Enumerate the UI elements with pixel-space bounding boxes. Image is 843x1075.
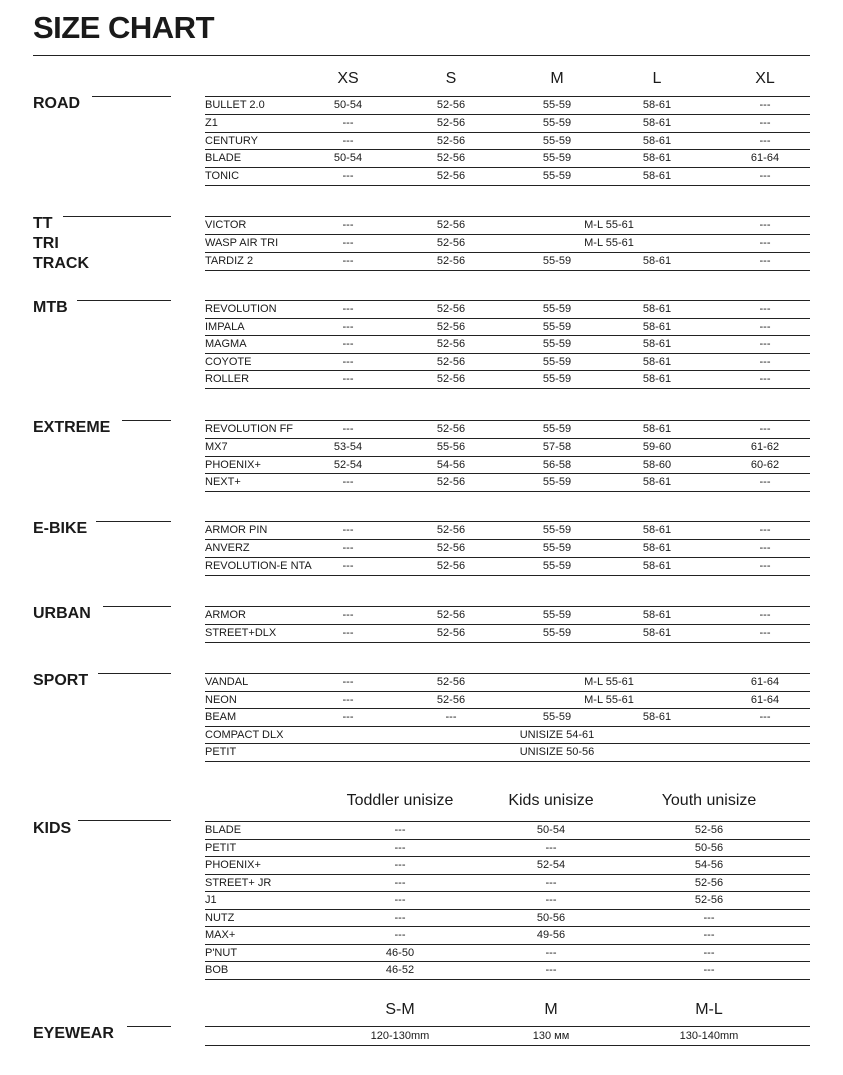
size-xl: ---: [759, 338, 771, 351]
size-l: 59-60: [642, 440, 672, 453]
size-l: 58-60: [642, 458, 672, 471]
model-name: BLADE: [205, 152, 242, 165]
size-toddler: ---: [394, 894, 406, 906]
category-label: E-BIKE: [33, 520, 88, 537]
size-xl: ---: [759, 711, 771, 723]
model-name: REVOLUTION FF: [205, 423, 294, 435]
table-rule: [205, 642, 810, 643]
size-s: 52-56: [436, 219, 466, 231]
model-name: COMPACT DLX: [205, 728, 284, 741]
unisize-value: UNISIZE 54-61: [519, 728, 595, 741]
size-youth: 52-56: [694, 894, 724, 906]
size-l: 58-61: [642, 373, 672, 386]
table-rule: [205, 252, 810, 253]
size-kids: 49-56: [536, 929, 566, 941]
model-name: STREET+ JR: [205, 876, 272, 889]
model-name: PETIT: [205, 841, 237, 854]
category-label: EYEWEAR: [33, 1025, 114, 1042]
size-l: 58-61: [642, 320, 672, 333]
size-toddler: 46-50: [385, 946, 415, 959]
table-rule: [205, 132, 810, 133]
size-m-l: M-L 55-61: [584, 676, 634, 688]
model-name: NUTZ: [205, 911, 235, 924]
size-m: 55-59: [542, 373, 572, 386]
table-rule: [205, 708, 810, 709]
size-xl: 61-64: [750, 152, 780, 165]
category-underline: [96, 521, 171, 522]
size-s: 52-56: [436, 303, 466, 315]
size-m: 55-59: [542, 255, 572, 267]
model-name: TONIC: [205, 170, 240, 183]
size-l: 58-61: [642, 627, 672, 639]
size-header-l: L: [652, 70, 662, 87]
table-rule: [205, 1045, 810, 1046]
size-l: 58-61: [642, 476, 672, 489]
category-underline: [98, 673, 171, 674]
size-xl: ---: [759, 116, 771, 129]
size-youth: ---: [703, 964, 715, 976]
table-rule: [205, 491, 810, 492]
size-s: 52-56: [436, 134, 466, 147]
table-rule: [205, 388, 810, 389]
size-xl: ---: [759, 355, 771, 368]
size-m: 55-59: [542, 627, 572, 639]
table-rule: [205, 743, 810, 744]
size-xs: ---: [342, 134, 354, 147]
size-youth: ---: [703, 946, 715, 959]
category-underline: [127, 1026, 171, 1027]
table-rule: [205, 114, 810, 115]
eyewear-size: 120-130mm: [370, 1030, 430, 1042]
size-xl: ---: [759, 423, 771, 435]
size-youth: 52-56: [694, 824, 724, 836]
size-s: 55-56: [436, 440, 466, 453]
size-xl: ---: [759, 134, 771, 147]
size-xs: ---: [342, 711, 354, 723]
size-xs: ---: [342, 338, 354, 351]
table-rule: [205, 167, 810, 168]
size-m: 55-59: [542, 170, 572, 183]
table-rule: [205, 891, 810, 892]
table-rule: [205, 909, 810, 910]
page-title: SIZE CHART: [33, 10, 214, 45]
size-xs: ---: [342, 219, 354, 231]
model-name: MAGMA: [205, 338, 247, 351]
size-xl: ---: [759, 560, 771, 572]
size-s: 54-56: [436, 458, 466, 471]
size-xl: ---: [759, 255, 771, 267]
table-rule: [205, 839, 810, 840]
size-s: 52-56: [436, 676, 466, 688]
size-m: 55-59: [542, 524, 572, 536]
size-s: ---: [445, 711, 457, 723]
model-name: MAX+: [205, 929, 236, 941]
model-name: VICTOR: [205, 219, 247, 231]
size-m: 55-59: [542, 711, 572, 723]
category-label: KIDS: [33, 820, 72, 837]
size-s: 52-56: [436, 152, 466, 165]
table-rule: [205, 575, 810, 576]
size-xs: ---: [342, 560, 354, 572]
table-rule: [205, 234, 810, 235]
model-name: P'NUT: [205, 946, 238, 959]
model-name: BEAM: [205, 711, 237, 723]
size-m-l: M-L 55-61: [584, 219, 634, 231]
model-name: PETIT: [205, 746, 237, 758]
category-underline: [77, 300, 171, 301]
kids-header: Youth unisize: [661, 792, 757, 809]
size-s: 52-56: [436, 116, 466, 129]
size-xl: ---: [759, 373, 771, 386]
size-l: 58-61: [642, 170, 672, 183]
model-name: VANDAL: [205, 676, 249, 688]
category-underline: [78, 820, 171, 821]
eyewear-header: S-M: [385, 1001, 415, 1018]
size-m: 55-59: [542, 320, 572, 333]
size-xs: ---: [342, 116, 354, 129]
size-m: 55-59: [542, 152, 572, 165]
size-s: 52-56: [436, 542, 466, 554]
model-name: PHOENIX+: [205, 458, 261, 471]
size-l: 58-61: [642, 609, 672, 621]
table-rule: [205, 270, 810, 271]
model-name: ANVERZ: [205, 542, 250, 554]
table-rule: [205, 149, 810, 150]
size-m: 55-59: [542, 116, 572, 129]
size-s: 52-56: [436, 627, 466, 639]
table-rule: [205, 944, 810, 945]
size-xl: ---: [759, 627, 771, 639]
size-xl: ---: [759, 542, 771, 554]
size-s: 52-56: [436, 423, 466, 435]
size-m: 55-59: [542, 423, 572, 435]
model-name: ARMOR PIN: [205, 524, 268, 536]
size-m: 55-59: [542, 542, 572, 554]
table-rule: [205, 353, 810, 354]
model-name: REVOLUTION: [205, 303, 277, 315]
table-rule: [205, 456, 810, 457]
eyewear-size: 130-140mm: [679, 1030, 739, 1042]
size-s: 52-56: [436, 355, 466, 368]
size-m: 56-58: [542, 458, 572, 471]
size-s: 52-56: [436, 373, 466, 386]
model-name: IMPALA: [205, 320, 245, 333]
table-rule: [205, 761, 810, 762]
category-label: URBAN: [33, 605, 91, 622]
size-xs: ---: [342, 320, 354, 333]
table-rule: [205, 438, 810, 439]
table-rule: [205, 726, 810, 727]
size-m: 57-58: [542, 440, 572, 453]
size-toddler: ---: [394, 929, 406, 941]
size-toddler: ---: [394, 911, 406, 924]
size-xl: ---: [759, 524, 771, 536]
model-name: BOB: [205, 964, 229, 976]
size-m: 55-59: [542, 355, 572, 368]
size-s: 52-56: [436, 237, 466, 249]
size-kids: 50-54: [536, 824, 566, 836]
size-xl: ---: [759, 476, 771, 489]
size-s: 52-56: [436, 255, 466, 267]
size-xs: ---: [342, 627, 354, 639]
table-rule: [205, 539, 810, 540]
model-name: ARMOR: [205, 609, 246, 621]
unisize-value: UNISIZE 50-56: [519, 746, 595, 758]
size-l: 58-61: [642, 542, 672, 554]
size-youth: ---: [703, 929, 715, 941]
table-rule: [205, 473, 810, 474]
size-m: 55-59: [542, 338, 572, 351]
size-xs: ---: [342, 476, 354, 489]
size-xs: ---: [342, 255, 354, 267]
size-xs: ---: [342, 676, 354, 688]
size-m: 55-59: [542, 134, 572, 147]
size-kids: ---: [545, 946, 557, 959]
model-name: PHOENIX+: [205, 859, 261, 871]
model-name: REVOLUTION-E NTA: [205, 560, 312, 572]
size-l: 58-61: [642, 255, 672, 267]
model-name: MX7: [205, 440, 228, 453]
size-xs: 50-54: [333, 152, 363, 165]
table-rule: [205, 96, 810, 97]
table-rule: [205, 961, 810, 962]
title-divider: [33, 55, 810, 56]
size-l: 58-61: [642, 560, 672, 572]
size-xs: ---: [342, 423, 354, 435]
size-xl: ---: [759, 219, 771, 231]
size-m: 55-59: [542, 303, 572, 315]
size-header-xl: XL: [755, 70, 775, 87]
size-xs: ---: [342, 170, 354, 183]
model-name: CENTURY: [205, 134, 258, 147]
size-xs: ---: [342, 355, 354, 368]
size-s: 52-56: [436, 99, 466, 111]
size-header-xs: XS: [337, 70, 359, 87]
eyewear-size: 130 мм: [532, 1030, 570, 1042]
size-m: 55-59: [542, 99, 572, 111]
size-s: 52-56: [436, 170, 466, 183]
size-kids: ---: [545, 841, 557, 854]
model-name: NEON: [205, 693, 237, 706]
model-name: BULLET 2.0: [205, 99, 265, 111]
size-xl: ---: [759, 237, 771, 249]
category-underline: [92, 96, 171, 97]
size-toddler: ---: [394, 876, 406, 889]
size-xs: ---: [342, 693, 354, 706]
model-name: Z1: [205, 116, 218, 129]
model-name: BLADE: [205, 824, 242, 836]
size-xl: 61-64: [750, 676, 780, 688]
category-label: MTB: [33, 299, 68, 316]
size-toddler: ---: [394, 824, 406, 836]
table-rule: [205, 318, 810, 319]
table-rule: [205, 300, 810, 301]
category-underline: [122, 420, 171, 421]
table-rule: [205, 691, 810, 692]
size-xs: ---: [342, 303, 354, 315]
size-s: 52-56: [436, 609, 466, 621]
size-xs: 53-54: [333, 440, 363, 453]
size-kids: 52-54: [536, 859, 566, 871]
size-toddler: ---: [394, 859, 406, 871]
size-xl: 61-64: [750, 693, 780, 706]
size-xs: 50-54: [333, 99, 363, 111]
table-rule: [205, 926, 810, 927]
size-m: 55-59: [542, 476, 572, 489]
size-m: 55-59: [542, 609, 572, 621]
size-l: 58-61: [642, 524, 672, 536]
model-name: TARDIZ 2: [205, 255, 254, 267]
table-rule: [205, 216, 810, 217]
category-label: ROAD: [33, 95, 81, 112]
category-underline: [103, 606, 171, 607]
model-name: NEXT+: [205, 476, 241, 489]
size-l: 58-61: [642, 303, 672, 315]
size-toddler: 46-52: [385, 964, 415, 976]
eyewear-header: M-L: [695, 1001, 723, 1018]
model-name: COYOTE: [205, 355, 252, 368]
size-xs: 52-54: [333, 458, 363, 471]
size-youth: 50-56: [694, 841, 724, 854]
table-rule: [205, 856, 810, 857]
table-rule: [205, 606, 810, 607]
table-rule: [205, 420, 810, 421]
size-toddler: ---: [394, 841, 406, 854]
size-xl: ---: [759, 170, 771, 183]
size-l: 58-61: [642, 99, 672, 111]
table-rule: [205, 557, 810, 558]
size-s: 52-56: [436, 338, 466, 351]
size-xs: ---: [342, 542, 354, 554]
table-rule: [205, 874, 810, 875]
size-xl: ---: [759, 320, 771, 333]
size-l: 58-61: [642, 116, 672, 129]
size-s: 52-56: [436, 476, 466, 489]
model-name: ROLLER: [205, 373, 250, 386]
table-rule: [205, 624, 810, 625]
size-l: 58-61: [642, 711, 672, 723]
category-label: SPORT: [33, 672, 89, 689]
table-rule: [205, 521, 810, 522]
kids-header: Kids unisize: [508, 792, 594, 809]
table-rule: [205, 673, 810, 674]
size-xs: ---: [342, 524, 354, 536]
size-youth: ---: [703, 911, 715, 924]
size-m-l: M-L 55-61: [584, 693, 634, 706]
size-xs: ---: [342, 237, 354, 249]
table-rule: [205, 185, 810, 186]
size-xl: ---: [759, 609, 771, 621]
table-rule: [205, 335, 810, 336]
size-xs: ---: [342, 609, 354, 621]
size-xs: ---: [342, 373, 354, 386]
category-label: EXTREME: [33, 419, 111, 436]
table-rule: [205, 1026, 810, 1027]
size-header-m: M: [550, 70, 564, 87]
eyewear-header: M: [544, 1001, 558, 1018]
size-xl: ---: [759, 99, 771, 111]
size-kids: ---: [545, 894, 557, 906]
table-rule: [205, 979, 810, 980]
size-l: 58-61: [642, 134, 672, 147]
table-rule: [205, 370, 810, 371]
category-label: TT TRI TRACK: [33, 215, 89, 272]
size-s: 52-56: [436, 524, 466, 536]
size-s: 52-56: [436, 320, 466, 333]
size-youth: 52-56: [694, 876, 724, 889]
size-xl: 61-62: [750, 440, 780, 453]
size-l: 58-61: [642, 152, 672, 165]
size-s: 52-56: [436, 693, 466, 706]
size-xl: ---: [759, 303, 771, 315]
size-xl: 60-62: [750, 458, 780, 471]
size-l: 58-61: [642, 355, 672, 368]
model-name: WASP AIR TRI: [205, 237, 279, 249]
size-kids: 50-56: [536, 911, 566, 924]
kids-header: Toddler unisize: [346, 792, 454, 809]
size-kids: ---: [545, 964, 557, 976]
model-name: J1: [205, 894, 217, 906]
size-l: 58-61: [642, 338, 672, 351]
size-youth: 54-56: [694, 859, 724, 871]
size-kids: ---: [545, 876, 557, 889]
size-header-s: S: [445, 70, 457, 87]
table-rule: [205, 821, 810, 822]
size-m: 55-59: [542, 560, 572, 572]
size-s: 52-56: [436, 560, 466, 572]
size-l: 58-61: [642, 423, 672, 435]
size-m-l: M-L 55-61: [584, 237, 634, 249]
category-underline: [63, 216, 171, 217]
model-name: STREET+DLX: [205, 627, 277, 639]
